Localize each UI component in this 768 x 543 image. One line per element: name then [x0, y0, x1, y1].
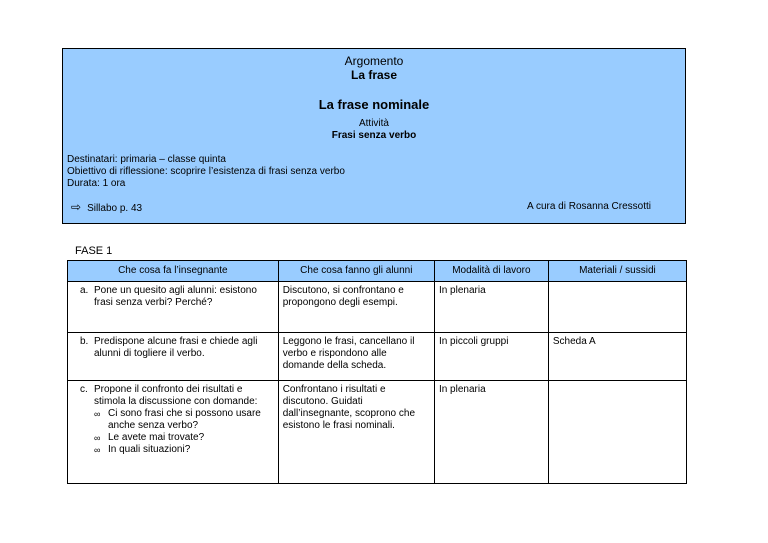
row-letter: b.: [80, 336, 89, 347]
lesson-header-box: [62, 48, 686, 224]
table-row: [68, 333, 687, 381]
materials-cell: [548, 381, 686, 484]
infinity-bullet-icon: ∞: [94, 433, 101, 443]
destinatari-text: Destinatari: primaria – classe quinta: [67, 154, 226, 165]
col-header-materials: Materiali / sussidi: [548, 261, 686, 282]
author-credit: A cura di Rosanna Cressotti: [527, 201, 651, 212]
lesson-title: La frase nominale: [318, 97, 430, 112]
teacher-cell: [68, 282, 279, 333]
infinity-bullet-icon: ∞: [94, 409, 101, 419]
row-letter: c.: [80, 384, 88, 395]
table-row: [68, 381, 687, 484]
students-cell: Confrontano i risultati e discutono. Guidati dall’insegnante, scoprono che esistono le frasi nominali.: [278, 381, 434, 484]
question-list: [94, 408, 274, 456]
teacher-cell: [68, 381, 279, 484]
teacher-text: Predispone alcune frasi e chiede agli alunni di togliere il verbo.: [94, 336, 258, 359]
phase-table: [67, 260, 687, 484]
argomento-label: Argomento: [344, 54, 404, 68]
sillabo-text: Sillabo p. 43: [87, 203, 143, 214]
row-letter: a.: [80, 285, 89, 296]
students-cell: Leggono le frasi, cancellano il verbo e rispondono alle domande della scheda.: [278, 333, 434, 381]
mode-cell: In plenaria: [434, 282, 548, 333]
col-header-students: Che cosa fanno gli alunni: [278, 261, 434, 282]
attivita-label: Attività: [358, 118, 389, 129]
mode-cell: In piccoli gruppi: [434, 333, 548, 381]
obiettivo-text: Obiettivo di riflessione: scoprire l’esistenza di frasi senza verbo: [67, 166, 345, 177]
list-item: [94, 444, 274, 456]
teacher-text: Pone un quesito agli alunni: esistono frasi senza verbi? Perché?: [94, 285, 257, 308]
question-text: Ci sono frasi che si possono usare anche senza verbo?: [108, 408, 261, 431]
infinity-bullet-icon: ∞: [94, 445, 101, 455]
students-cell: Discutono, si confrontano e propongono degli esempi.: [278, 282, 434, 333]
mode-cell: In plenaria: [434, 381, 548, 484]
right-arrow-icon: ⇨: [71, 200, 82, 214]
table-header-row: [68, 261, 687, 282]
question-text: In quali situazioni?: [108, 444, 191, 455]
table-row: [68, 282, 687, 333]
attivita-title: Frasi senza verbo: [331, 130, 417, 141]
lesson-info: [67, 154, 345, 190]
col-header-teacher: Che cosa fa l’insegnante: [68, 261, 279, 282]
list-item: [94, 432, 274, 444]
teacher-text: Propone il confronto dei risultati e stimola la discussione con domande:: [94, 384, 258, 407]
argomento-title: La frase: [350, 68, 398, 82]
materials-cell: [548, 282, 686, 333]
col-header-mode: Modalità di lavoro: [434, 261, 548, 282]
question-text: Le avete mai trovate?: [108, 432, 205, 443]
list-item: [94, 408, 274, 432]
durata-text: Durata: 1 ora: [67, 178, 126, 189]
sillabo-reference: [71, 200, 142, 214]
phase-label: FASE 1: [75, 245, 113, 257]
teacher-cell: [68, 333, 279, 381]
materials-cell: Scheda A: [548, 333, 686, 381]
